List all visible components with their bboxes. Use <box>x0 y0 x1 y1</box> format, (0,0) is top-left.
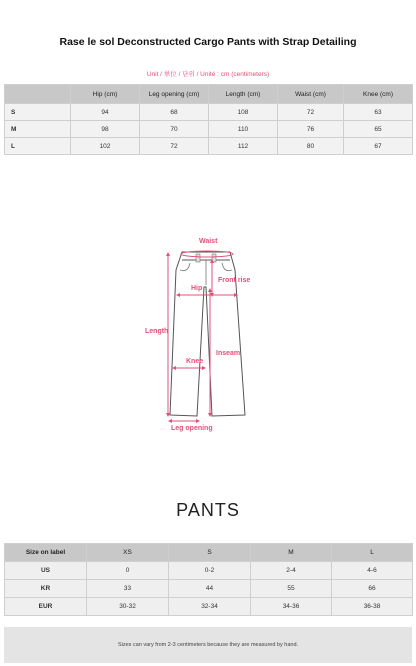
table-cell: KR <box>5 580 87 598</box>
table-header-cell: Length (cm) <box>209 85 278 104</box>
table-cell: 65 <box>344 121 413 138</box>
table-cell: 36-38 <box>332 598 413 616</box>
table-header-row <box>5 544 413 562</box>
waist-label: Waist <box>199 238 218 245</box>
belt-loop <box>196 254 200 262</box>
hip-label: Hip <box>191 285 203 292</box>
table-cell: 30-32 <box>87 598 169 616</box>
table-header-cell: L <box>332 544 413 562</box>
table-cell: M <box>5 121 71 138</box>
table-header-cell: M <box>251 544 332 562</box>
table-cell: US <box>5 562 87 580</box>
table-row <box>5 104 413 121</box>
table-cell: EUR <box>5 598 87 616</box>
size-chart-table <box>4 84 413 155</box>
table-header-cell: XS <box>87 544 169 562</box>
table-cell: 63 <box>344 104 413 121</box>
table-row <box>5 138 413 155</box>
knee-label: Knee <box>186 358 204 365</box>
table-header-cell: Size on label <box>5 544 87 562</box>
section-heading: PANTS <box>176 500 240 520</box>
table-header-cell <box>5 85 71 104</box>
inseam-label: Inseam <box>216 350 241 357</box>
measurement-note-box <box>4 627 412 663</box>
table-cell: 72 <box>278 104 344 121</box>
table-cell: 94 <box>71 104 140 121</box>
front-rise-label: Front rise <box>218 277 251 284</box>
table-cell: 70 <box>140 121 209 138</box>
table-row <box>5 562 413 580</box>
table-cell: 68 <box>140 104 209 121</box>
table-cell: 102 <box>71 138 140 155</box>
table-cell: 34-36 <box>251 598 332 616</box>
table-row <box>5 598 413 616</box>
table-cell: 112 <box>209 138 278 155</box>
table-cell: 0 <box>87 562 169 580</box>
table-cell: 66 <box>332 580 413 598</box>
table-cell: 44 <box>169 580 251 598</box>
table-cell: 4-6 <box>332 562 413 580</box>
table-cell: 55 <box>251 580 332 598</box>
table-header-cell: Leg opening (cm) <box>140 85 209 104</box>
table-header-cell: Waist (cm) <box>278 85 344 104</box>
table-cell: 98 <box>71 121 140 138</box>
table-header-cell: Hip (cm) <box>71 85 140 104</box>
length-label: Length <box>145 328 169 335</box>
table-cell: 0-2 <box>169 562 251 580</box>
table-cell: L <box>5 138 71 155</box>
table-cell: 80 <box>278 138 344 155</box>
table-header-cell: S <box>169 544 251 562</box>
belt-loop <box>212 254 216 262</box>
table-cell: 67 <box>344 138 413 155</box>
table-row <box>5 121 413 138</box>
table-cell: 110 <box>209 121 278 138</box>
pants-measurement-diagram <box>0 225 416 440</box>
table-cell: 2-4 <box>251 562 332 580</box>
leg-opening-label: Leg opening <box>171 425 213 432</box>
table-cell: 32-34 <box>169 598 251 616</box>
table-cell: 76 <box>278 121 344 138</box>
table-row <box>5 580 413 598</box>
table-header-cell: Knee (cm) <box>344 85 413 104</box>
table-cell: 33 <box>87 580 169 598</box>
table-cell: S <box>5 104 71 121</box>
table-cell: 72 <box>140 138 209 155</box>
table-cell: 108 <box>209 104 278 121</box>
unit-note: Unit / 単位 / 단위 / Unité : cm (centimeters) <box>146 71 270 78</box>
page-title: Rase le sol Deconstructed Cargo Pants with Strap Detailing <box>59 36 357 48</box>
table-header-row <box>5 85 413 104</box>
measurement-note: Sizes can vary from 2-3 centimeters because they are measured by hand. <box>117 642 299 648</box>
size-conversion-table <box>4 543 413 616</box>
